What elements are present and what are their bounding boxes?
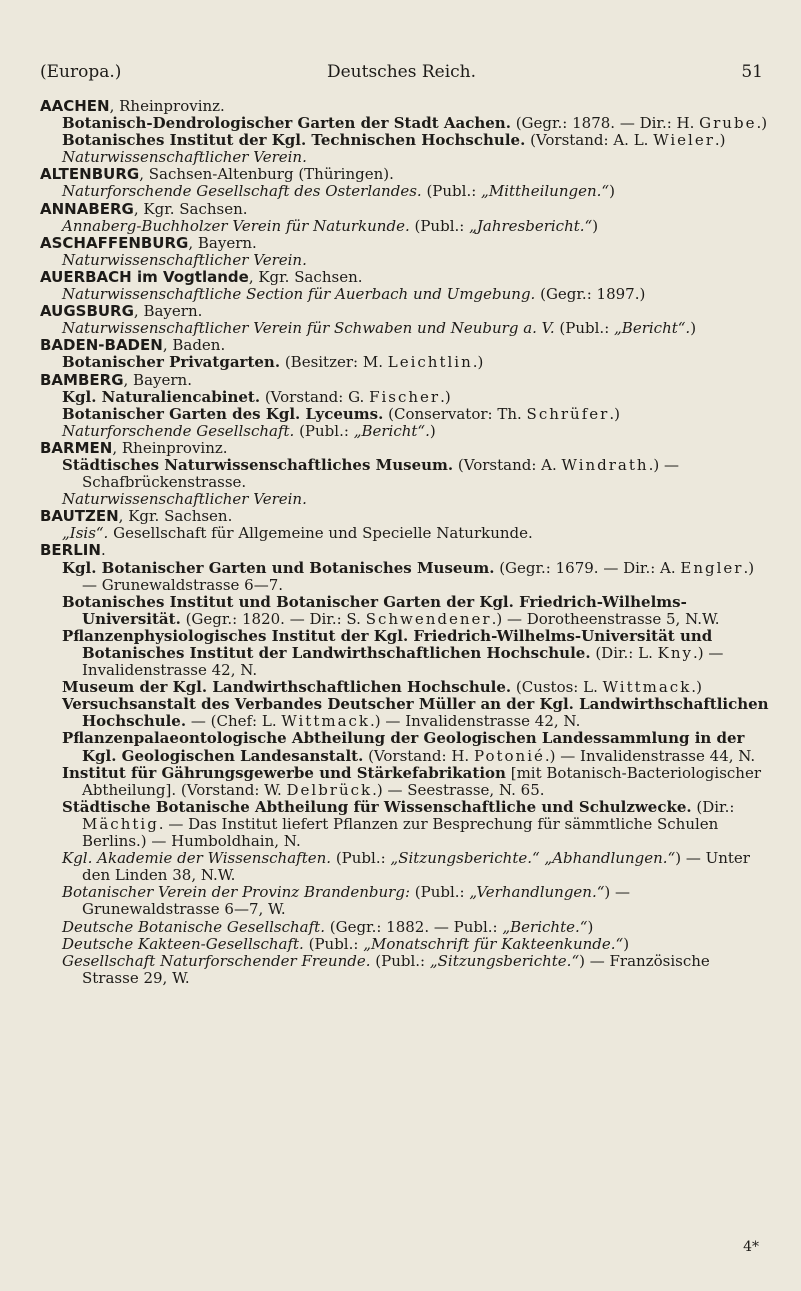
entry-text: Delbrück: [286, 780, 373, 799]
header-region: (Europa.): [40, 62, 122, 82]
institution-entry: [40, 525, 771, 542]
entry-text: Naturwissenschaftlicher Verein.: [62, 250, 307, 269]
institution-entry: [40, 354, 771, 371]
entry-text: (Gegr.: 1897.): [535, 285, 646, 304]
entry-text: .): [756, 114, 768, 133]
entry-text: Naturforschende Gesellschaft.: [62, 421, 295, 440]
entry-text: , Bayern.: [188, 233, 257, 252]
entry-text: (Publ.:: [554, 319, 615, 338]
entry-text: [mit Botanisch-Bacteriologischer Abtheilung]. (Vorstand: W.: [82, 763, 762, 799]
entry-text: , Bayern.: [123, 370, 192, 389]
city-name: BERLIN: [40, 541, 101, 560]
city-heading: [40, 98, 771, 115]
entry-text: (Publ.:: [409, 216, 470, 235]
entry-text: (Vorstand: G.: [260, 387, 370, 406]
entry-text: .) — Schafbrückenstrasse.: [82, 455, 679, 492]
institution-entry: [40, 183, 771, 200]
entry-text: ) — Französische Strasse 29, W.: [82, 951, 710, 987]
entry-text: ) — Grunewaldstrasse 6—7, W.: [82, 883, 631, 919]
entry-text: , Kgr. Sachsen.: [133, 199, 248, 218]
entry-text: ): [592, 216, 599, 235]
institution-entry: [40, 252, 771, 269]
entry-text: Wittmack: [602, 678, 692, 697]
institution-entry: [40, 423, 771, 440]
entry-text: (Custos: L.: [511, 678, 603, 697]
entry-text: „Mittheilungen.“: [481, 182, 610, 201]
institution-entry: [40, 218, 771, 235]
institution-entry: [40, 679, 771, 696]
entry-text: Potonié: [473, 746, 545, 765]
entry-text: ): [429, 421, 436, 440]
institution-entry: [40, 149, 771, 166]
entry-text: Pflanzenpalaeontologische Abtheilung der Geologischen Landessammlung in der Kgl. Geologischen Landesanstalt.: [62, 729, 745, 765]
city-name: AUERBACH im Vogtlande: [40, 267, 249, 286]
entry-text: Pflanzenphysiologisches Institut der Kgl. Friedrich-Wilhelms-Universität und Botanisches Institut der Landwirthschaftlichen Hochschule.: [62, 626, 713, 662]
page-number: 51: [741, 62, 763, 82]
entry-text: „Verhandlungen.“: [469, 883, 605, 902]
city-name: ALTENBURG: [40, 165, 140, 184]
entry-text: ): [609, 182, 615, 201]
institution-entry: [40, 132, 771, 149]
institution-entry: [40, 115, 771, 132]
entry-text: Kgl. Naturaliencabinet.: [62, 387, 261, 406]
entry-text: Gesellschaft Naturforschender Freunde.: [62, 951, 371, 970]
institution-entry: [40, 765, 771, 799]
entry-text: Botanisch-Dendrologischer Garten der Stadt Aachen.: [62, 114, 511, 133]
entry-text: (Publ.:: [421, 182, 482, 201]
entry-text: , Sachsen-Altenburg (Thüringen).: [139, 165, 394, 184]
entry-text: (Gegr.: 1878. — Dir.: H.: [510, 114, 700, 133]
city-name: AACHEN: [40, 97, 110, 115]
entry-text: Schrüfer: [526, 404, 610, 423]
entry-text: Gesellschaft für Allgemeine und Specielle Naturkunde.: [108, 524, 533, 543]
entry-text: — (Chef: L.: [186, 712, 282, 731]
institution-entry: [40, 730, 771, 764]
entry-text: (Publ.:: [303, 934, 364, 953]
entry-text: , Bayern.: [133, 302, 203, 321]
city-heading: [40, 303, 771, 320]
entry-text: Wieler: [653, 131, 715, 150]
entry-text: Botanischer Verein der Provinz Brandenburg:: [62, 883, 411, 902]
city-heading: [40, 166, 771, 183]
entry-text: Kny: [657, 644, 693, 662]
entry-text: ) — Unter den Linden 38, N.W.: [82, 849, 750, 885]
entry-text: „Sitzungsberichte.“: [429, 951, 580, 970]
institution-entry: [40, 953, 771, 987]
entry-text: Botanischer Privatgarten.: [62, 353, 281, 372]
entry-text: Grube: [699, 114, 757, 133]
header-title: Deutsches Reich.: [326, 62, 477, 82]
entry-text: Windrath: [561, 455, 649, 474]
entry-text: , Kgr. Sachsen.: [118, 507, 233, 526]
city-name: ASCHAFFENBURG: [40, 233, 189, 252]
city-heading: [40, 372, 771, 389]
entry-text: „Monatschrift für Kakteenkunde.“: [363, 934, 624, 953]
entry-text: (Gegr.: 1679. — Dir.: A.: [494, 558, 681, 577]
entry-text: .) — Invalidenstrasse 44, N.: [544, 746, 756, 765]
entry-text: (Dir.:: [691, 797, 735, 816]
entry-text: . — Das Institut liefert Pflanzen zur Besprechung für sämmtliche Schulen Berlins.) — Humboldhain, N.: [82, 814, 719, 851]
entry-text: Kgl. Botanischer Garten und Botanisches Museum.: [62, 558, 495, 577]
entry-text: (Gegr.: 1820. — Dir.: S.: [180, 609, 366, 628]
entry-text: Deutsche Botanische Gesellschaft.: [62, 917, 325, 936]
entry-text: .): [609, 404, 620, 423]
entry-text: Mächtig: [82, 814, 159, 833]
entry-text: .: [100, 541, 106, 560]
institution-entry: [40, 406, 771, 423]
entry-text: .): [472, 353, 484, 372]
entry-text: Fischer: [369, 387, 441, 406]
signature-mark: 4*: [743, 1239, 759, 1255]
entry-text: Naturwissenschaftlicher Verein.: [62, 148, 307, 167]
institution-entry: [40, 594, 771, 628]
entry-text: Städtisches Naturwissenschaftliches Museum.: [62, 455, 454, 474]
entry-text: .) — Grunewaldstrasse 6—7.: [82, 558, 755, 594]
entry-text: Naturwissenschaftliche Section für Auerbach und Umgebung.: [62, 285, 536, 304]
entry-text: „Sitzungsberichte.“ „Abhandlungen.“: [390, 849, 676, 868]
entry-text: (Vorstand: H.: [363, 746, 474, 765]
institution-entry: [40, 457, 771, 491]
entry-text: , Baden.: [162, 336, 226, 355]
institution-entry: [40, 320, 771, 337]
entry-text: .): [714, 131, 726, 150]
entry-text: Institut für Gährungsgewerbe und Stärkefabrikation: [62, 763, 506, 782]
entry-text: Städtische Botanische Abtheilung für Wissenschaftliche und Schulzwecke.: [62, 797, 692, 816]
entry-text: Museum der Kgl. Landwirthschaftlichen Hochschule.: [62, 678, 512, 697]
institution-entry: [40, 560, 771, 594]
entry-text: ): [623, 934, 630, 953]
city-name: BAMBERG: [40, 370, 124, 389]
city-heading: [40, 337, 771, 354]
entry-text: (Publ.:: [410, 883, 470, 902]
entry-text: .): [440, 387, 451, 406]
entry-text: Botanischer Garten des Kgl. Lyceums.: [62, 404, 384, 423]
entry-text: ): [587, 917, 594, 936]
entry-text: , Rheinprovinz.: [112, 438, 228, 457]
entry-text: „Jahresbericht.“: [469, 216, 593, 235]
city-name: BARMEN: [40, 438, 113, 457]
city-heading: [40, 235, 771, 252]
entry-text: „Berichte.“: [502, 917, 588, 936]
entry-text: „Bericht“.: [353, 421, 430, 440]
city-name: ANNABERG: [40, 199, 134, 218]
entry-text: (Vorstand: A. L.: [525, 131, 654, 150]
entry-text: Botanisches Institut der Kgl. Technischen Hochschule.: [62, 131, 526, 150]
entry-text: Naturwissenschaftlicher Verein für Schwaben und Neuburg a. V.: [62, 319, 555, 338]
entry-text: Annaberg-Buchholzer Verein für Naturkunde.: [62, 216, 410, 235]
institution-entry: [40, 799, 771, 850]
city-heading: [40, 542, 771, 559]
entry-text: (Vorstand: A.: [453, 455, 562, 474]
entry-text: (Dir.: L.: [590, 644, 658, 662]
institution-entry: [40, 286, 771, 303]
entry-text: .) — Seestrasse, N. 65.: [372, 780, 545, 799]
institution-entry: [40, 696, 771, 730]
entry-text: Leichtlin: [387, 353, 473, 372]
city-heading: [40, 440, 771, 457]
institution-entry: [40, 628, 771, 679]
institution-entry: [40, 491, 771, 508]
entry-text: (Publ.:: [294, 421, 354, 440]
entry-text: .) — Invalidenstrasse 42, N.: [82, 644, 724, 680]
institution-entry: [40, 919, 771, 936]
entry-text: „Isis“.: [62, 524, 109, 543]
entry-text: ): [690, 319, 697, 338]
entry-text: „Bericht“.: [614, 319, 691, 338]
entry-text: Engler: [680, 558, 744, 577]
entry-text: Schwendener: [365, 609, 492, 628]
entry-text: (Conservator: Th.: [383, 404, 527, 423]
institution-entry: [40, 936, 771, 953]
city-name: BADEN-BADEN: [40, 336, 163, 355]
institution-entry: [40, 884, 771, 918]
city-name: AUGSBURG: [40, 302, 134, 321]
city-heading: [40, 269, 771, 286]
entry-text: .): [691, 678, 702, 697]
entry-text: .) — Dorotheenstrasse 5, N.W.: [491, 609, 720, 628]
entry-text: .) — Invalidenstrasse 42, N.: [370, 712, 581, 731]
entry-text: , Rheinprovinz.: [109, 97, 225, 115]
entry-text: Wittmack: [281, 712, 371, 731]
entry-text: Botanisches Institut und Botanischer Garten der Kgl. Friedrich-Wilhelms-Universität.: [62, 592, 687, 628]
city-name: BAUTZEN: [40, 507, 119, 526]
entry-text: (Publ.:: [370, 951, 430, 970]
city-heading: [40, 508, 771, 525]
entry-text: (Publ.:: [331, 849, 391, 868]
entry-text: (Gegr.: 1882. — Publ.:: [324, 917, 503, 936]
entry-text: Deutsche Kakteen-Gesellschaft.: [62, 934, 304, 953]
institution-entry: [40, 850, 771, 884]
entry-text: Versuchsanstalt des Verbandes Deutscher Müller an der Kgl. Landwirthschaftlichen Hochschule.: [62, 695, 769, 731]
entry-text: Naturwissenschaftlicher Verein.: [62, 490, 307, 509]
entry-text: (Besitzer: M.: [280, 353, 388, 372]
entry-text: Kgl. Akademie der Wissenschaften.: [62, 849, 332, 868]
running-header: [40, 62, 763, 86]
directory-listing: [40, 98, 771, 987]
entry-text: , Kgr. Sachsen.: [248, 267, 363, 286]
institution-entry: [40, 389, 771, 406]
city-heading: [40, 201, 771, 218]
entry-text: Naturforschende Gesellschaft des Osterlandes.: [62, 182, 422, 201]
